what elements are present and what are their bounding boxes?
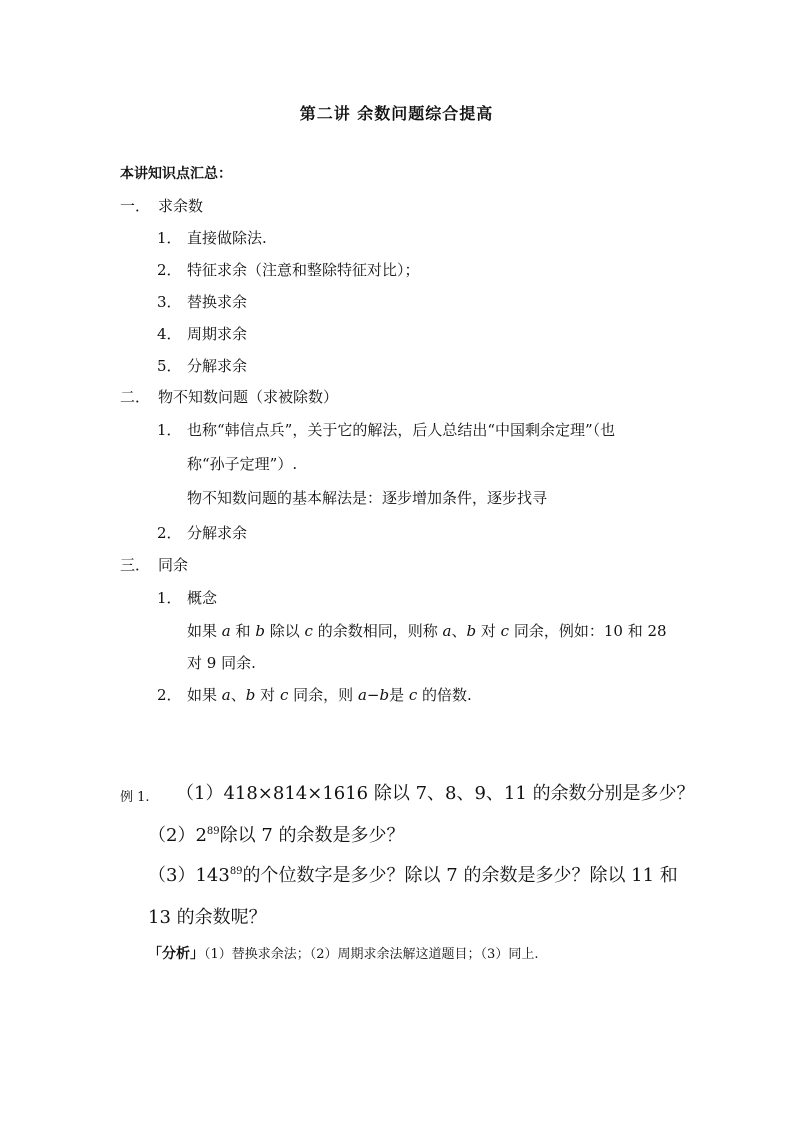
analysis xyxy=(148,943,538,965)
section-3-label: 同余 xyxy=(158,556,189,574)
list-item: 5． 分解求余 xyxy=(157,357,248,375)
example-question-1: （1）418×814×1616 除以 7、8、9、11 的余数分别是多少？ xyxy=(176,783,695,804)
list-item-continuation: 称“孙子定理”）. xyxy=(187,455,298,473)
section-1-number: 一． xyxy=(120,197,151,215)
section-3-number: 三． xyxy=(120,556,151,574)
section-2-label: 物不知数问题（求被除数） xyxy=(158,388,339,406)
analysis-label: 「分析」 xyxy=(148,946,204,962)
section-1-label: 求余数 xyxy=(158,197,204,215)
summary-heading: 本讲知识点汇总： xyxy=(120,166,232,182)
list-item: 1． 也称“韩信点兵”，关于它的解法，后人总结出“中国剩余定理”（也 xyxy=(157,421,616,439)
list-item: 4． 周期求余 xyxy=(157,325,248,343)
section-2-heading xyxy=(120,387,338,407)
list-item: 1． 直接做除法. xyxy=(157,229,267,247)
page-title: 第二讲 余数问题综合提高 xyxy=(299,104,494,123)
example-question-3-continuation: 13 的余数呢？ xyxy=(148,907,267,928)
section-3-heading xyxy=(120,555,188,575)
example-label: 例 1. xyxy=(120,790,150,805)
definition-text: 如果 a 和 b 除以 c 的余数相同，则称 a、b 对 c 同余，例如：10 和 28 xyxy=(187,622,667,640)
example-question-2: $(2)2^{89}$除以 7 的余数是多少？ xyxy=(148,825,405,846)
definition-text-continuation: 对 9 同余. xyxy=(187,654,256,672)
note-text: 物不知数问题的基本解法是：逐步增加条件，逐步找寻 xyxy=(187,489,548,507)
list-item: 2． 特征求余（注意和整除特征对比）； xyxy=(157,261,420,279)
section-1-heading xyxy=(120,196,203,216)
section-2-number: 二． xyxy=(120,388,151,406)
analysis-text: （1）替换求余法；（2）周期求余法解这道题目；（3）同上. xyxy=(204,947,539,962)
example-question-3: $(3)143^{89}$的个位数字是多少？除以 7 的余数是多少？除以 11 和 xyxy=(148,865,678,886)
list-item: 2． 分解求余 xyxy=(157,524,248,542)
list-item: 3． 替换求余 xyxy=(157,293,248,311)
list-item: 2． 如果 a、b 对 c 同余，则 a−b是 c 的倍数. xyxy=(157,686,472,704)
list-item: 1． 概念 xyxy=(157,589,218,607)
